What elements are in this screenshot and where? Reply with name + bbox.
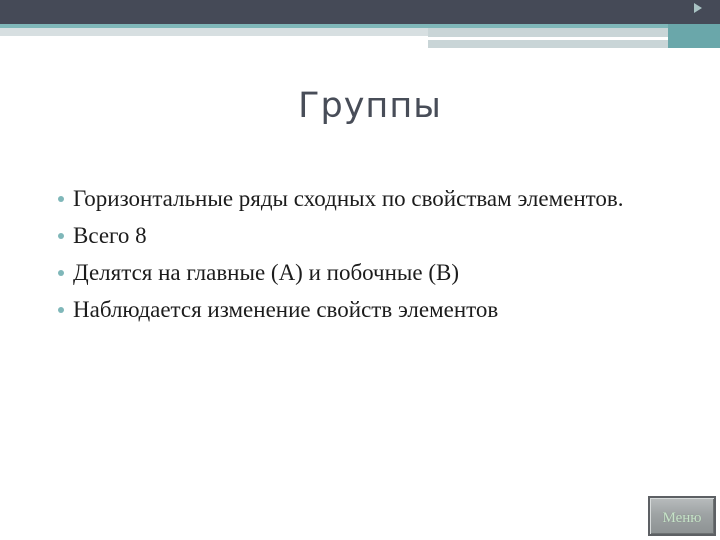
bullet-icon — [58, 270, 64, 276]
list-item — [56, 295, 676, 325]
slide-title: Группы — [298, 86, 442, 126]
bullet-text: Горизонтальные ряды сходных по свойствам элементов. — [73, 186, 624, 211]
header-band — [0, 0, 720, 24]
bullet-text: Всего 8 — [73, 223, 147, 248]
header-gray-strip — [0, 28, 428, 36]
bullet-list — [56, 184, 676, 332]
header-teal-block — [668, 24, 720, 48]
bullet-text: Наблюдается изменение свойств элементов — [73, 297, 499, 322]
menu-button-label: Меню — [662, 510, 702, 526]
list-item — [56, 184, 676, 214]
bullet-text: Делятся на главные (А) и побочные (В) — [73, 260, 460, 285]
bullet-icon — [58, 307, 64, 313]
list-item — [56, 258, 676, 288]
bullet-icon — [58, 196, 64, 202]
menu-button[interactable] — [648, 496, 716, 536]
play-arrow-icon[interactable] — [694, 3, 702, 13]
bullet-icon — [58, 233, 64, 239]
list-item — [56, 221, 676, 251]
header-white-line — [428, 37, 668, 40]
